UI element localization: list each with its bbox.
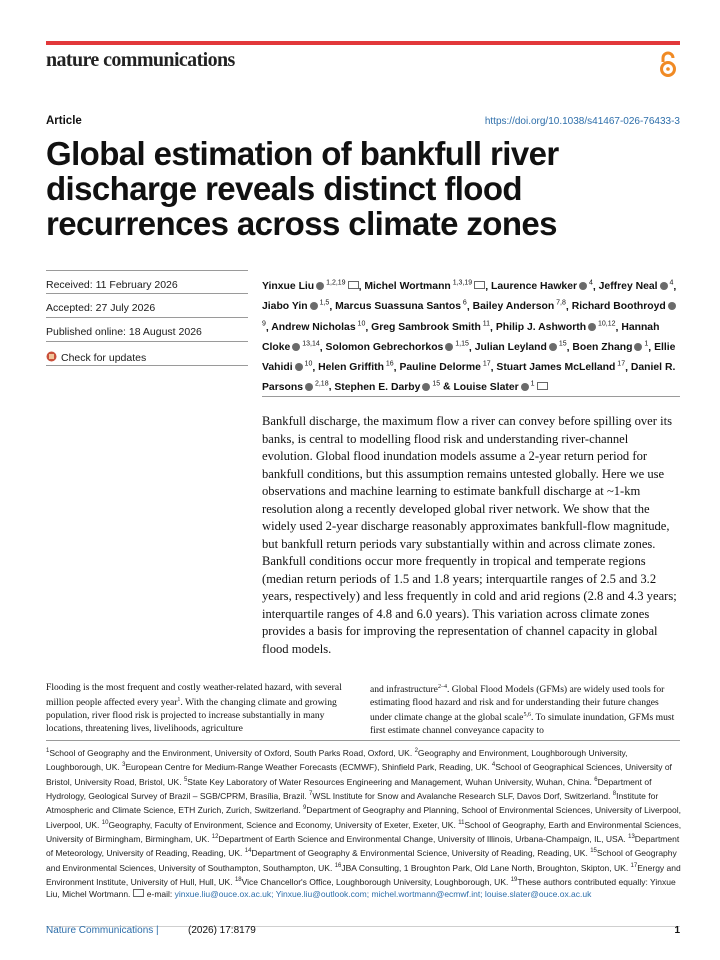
author-name: Solomon Gebrechorkos <box>325 342 444 354</box>
author[interactable] <box>453 382 547 393</box>
author[interactable] <box>318 362 394 373</box>
affiliation-number: 8 <box>612 790 617 797</box>
author-name: Hannah Cloke <box>262 322 660 354</box>
affiliation-text: Department of Geography and Planning, School of Environmental Sciences, University of Liverpool, Liverpool, UK. <box>46 805 682 830</box>
envelope-icon[interactable] <box>474 281 485 289</box>
author-affiliation-numbers: 7,8 <box>554 299 566 307</box>
author[interactable] <box>262 281 359 292</box>
affiliation-text: European Centre for Medium-Range Weather Forecasts (ECMWF), Shinfield Park, Reading, UK. <box>125 762 492 773</box>
author-affiliation-numbers: 10,12 <box>596 320 616 328</box>
author[interactable] <box>271 322 365 333</box>
author-affiliation-numbers: 10 <box>355 320 366 328</box>
citation-ref[interactable]: 1 <box>177 697 181 703</box>
body-col2-text: and infrastructure$^{2-4}$. Global Flood Models (GFMs) are widely used tools for estimating flood hazard and risk and for understanding their future changes under climate change at the global scale$^{5,6}$. To simulate inundation, GFMs must first estimate channel conveyance capacity to <box>370 684 675 737</box>
author-name: Jiabo Yin <box>262 301 308 313</box>
affiliation-text: Department of Meteorology, University of Reading, Reading, UK. <box>46 833 680 859</box>
author-affiliation-numbers: 17 <box>480 360 491 368</box>
affiliation-text: School of Geography, Earth and Environmental Sciences, University of Birmingham, Birmingham, UK. <box>46 819 682 844</box>
footer-separator: | <box>156 925 159 936</box>
accepted-date: Accepted: 27 July 2026 <box>46 294 248 318</box>
affiliation-text: Energy and Environment Institute, University of Hull, Hull, UK. <box>46 862 681 887</box>
affiliation-text: Geography and Environment, Loughborough University, Loughborough, UK. <box>46 747 628 773</box>
author-affiliation-numbers: 1,15 <box>453 340 469 348</box>
author[interactable] <box>572 342 648 353</box>
affiliation-text: School of Geography and Environmental Sciences, University of Southampton, Southampton, UK. <box>46 848 677 873</box>
author-affiliation-numbers: 1,3,19 <box>450 280 473 287</box>
affiliation-text: Institute for Atmospheric and Climate Science, ETH Zurich, Zurich, Switzerland. <box>46 790 659 816</box>
dates-box <box>46 270 248 366</box>
affiliation-number: 14 <box>244 848 252 855</box>
author-separator <box>262 396 680 397</box>
email-label: e-mail: <box>146 889 175 900</box>
affiliation-number: 9 <box>302 805 307 812</box>
affiliation-text: These authors contributed equally: Yinxue Liu, Michel Wortmann. <box>46 876 676 900</box>
author-name: Stephen E. Darby <box>334 381 421 393</box>
orcid-icon[interactable] <box>310 302 318 310</box>
author-affiliation-numbers: 11 <box>480 320 491 328</box>
author-affiliation-numbers: 4 <box>587 280 593 287</box>
article-type: Article <box>46 115 82 127</box>
author-affiliation-numbers: 17 <box>615 360 626 368</box>
author-name: Ellie Vahidi <box>262 342 676 373</box>
footer-journal-label: Nature Communications <box>46 925 154 936</box>
affiliation-text: Department of Earth Science and Environmental Change, University of Illinois, Urbana-Champaign, IL, USA. <box>218 833 629 844</box>
affiliation-text: Department of Geography & Environmental Science, University of Reading, Reading, UK. <box>251 848 591 859</box>
author[interactable] <box>599 281 674 292</box>
orcid-icon[interactable] <box>316 282 324 290</box>
body-text <box>46 681 680 737</box>
author-name: Julian Leyland <box>474 342 547 354</box>
affiliation-text: State Key Laboratory of Water Resources Engineering and Management, Wuhan University, Wuhan, China. <box>187 776 595 787</box>
author-name: Yinxue Liu <box>262 281 315 293</box>
author-name: Philip J. Ashworth <box>495 322 587 334</box>
author[interactable] <box>491 281 593 292</box>
author-name: Stuart James McLelland <box>496 361 616 373</box>
affiliations-rule <box>46 740 680 741</box>
author-affiliation-numbers: 9 <box>262 320 266 328</box>
author-list: Yinxue Liu $^{1,2,19}$ , Michel Wortmann $^{1,3,19}$ , Laurence Hawker $^4$, Jeffrey Neal $^4$, Jiabo Yin $^{1,5}$, Marcus Suassuna Santos $^6$, Bailey Anderson $^{7,8}$, Richard Boothroyd $^9$, Andrew Nicholas $^{10}$, Greg Sambrook Smith $^{11}$, Philip J. Ashworth $^{10,12}$, Hannah Cloke $^{13,14}$, Solomon Gebrechorkos $^{1,15}$, Julian Leyland $^{15}$, Boen Zhang $^1$, Ellie Vahidi $^{10}$, Helen Griffith $^{16}$, Pauline Delorme $^{17}$, Stuart James McLelland $^{17}$, Daniel R. Parsons $^{2,18}$, Stephen E. Darby $^{15}$ & Louise Slater $^1$ <box>262 280 677 393</box>
orcid-icon[interactable] <box>305 383 313 391</box>
author-affiliation-numbers: 1 <box>642 340 649 348</box>
affiliation-text: Vice Chancellor's Office, Loughborough University, Loughborough, UK. <box>241 876 511 887</box>
author-name: Michel Wortmann <box>364 281 451 293</box>
author-name: Pauline Delorme <box>399 361 481 373</box>
orcid-icon[interactable] <box>588 323 596 331</box>
affiliation-number: 10 <box>101 819 109 826</box>
author-affiliation-numbers: 1,2,19 <box>324 280 346 287</box>
author[interactable] <box>475 342 567 353</box>
author-name: Daniel R. Parsons <box>262 361 676 393</box>
affiliation-text: WSL Institute for Snow and Avalanche Research SLF, Davos Dorf, Switzerland. <box>312 790 613 801</box>
received-date: Received: 11 February 2026 <box>46 270 248 294</box>
author[interactable] <box>334 382 440 393</box>
author-name: Laurence Hawker <box>490 281 578 293</box>
affiliation-number: 1 <box>46 748 50 754</box>
body-column-2 <box>370 681 680 737</box>
affiliation-number: 5 <box>183 776 188 783</box>
author-name: Richard Boothroyd <box>571 301 666 313</box>
page-number: 1 <box>674 925 680 936</box>
check-for-updates-icon <box>46 351 57 365</box>
author[interactable] <box>371 322 490 333</box>
author-affiliation-numbers: 15 <box>430 380 441 388</box>
check-updates-label: Check for updates <box>61 351 147 364</box>
affiliation-number: 6 <box>594 776 598 783</box>
affiliation-text: JBA Consulting, 1 Broughton Park, Old Lane North, Broughton, Skipton, UK. <box>341 862 631 873</box>
article-title: Global estimation of bankfull river discharge reveals distinct flood recurrences across climate zones <box>46 135 559 242</box>
author-affiliation-numbers: 15 <box>556 340 567 348</box>
author[interactable] <box>326 342 469 353</box>
author[interactable] <box>364 281 485 292</box>
email-addresses[interactable]: yinxue.liu@ouce.ox.ac.uk; Yinxue.liu@outlook.com; michel.wortmann@ecmwf.int; louise.slater@ouce.ox.ac.uk <box>174 889 592 900</box>
affiliation-number: 2 <box>414 748 418 754</box>
abstract: Bankfull discharge, the maximum flow a river can convey before spilling over its banks, is central to modelling flood risk and understanding river-channel evolution. Global flood inundation models assume a 2-year return period for bankfull conditions, but this assumption remains untested globally. Here we use observations and machine learning to estimate bankfull discharge at ~1-km resolution along a recently developed global river network. We show that the widely used 2-year discharge reasonably approximates bankfull-flow magnitude, but bankfull return periods vary substantially within and across climate zones. Bankfull conditions occur more frequently in tropical and temperate regions (median return periods of 1.5 and 1.8 years; interquartile ranges of 2.5 and 3.2 years, respectively) and less frequently in cold and arid regions (2.8 and 4.3 years; interquartile ranges of 4.8 and 6.0 years). This variation across climate zones provides a basis for improving the representation of channel capacity in global flood models. <box>262 414 677 656</box>
check-updates-link[interactable] <box>46 342 248 366</box>
author-affiliation-numbers: 4 <box>667 280 674 287</box>
affiliation-number: 3 <box>122 762 126 769</box>
orcid-icon[interactable] <box>521 383 529 391</box>
orcid-icon[interactable] <box>579 282 587 290</box>
citation-ref[interactable]: 5,6 <box>523 712 531 719</box>
affiliation-text: School of Geographical Sciences, University of Bristol, University Road, Bristol, UK. <box>46 762 672 787</box>
author[interactable] <box>496 362 625 373</box>
affiliation-text: Geography, Faculty of Environment, Science and Economy, University of Exeter, Exeter, UK. <box>108 819 459 830</box>
affiliation-number: 15 <box>590 848 597 855</box>
header-rule <box>46 41 680 45</box>
envelope-icon <box>133 889 144 897</box>
author-name: Helen Griffith <box>318 361 384 373</box>
affiliation-number: 17 <box>630 862 638 869</box>
open-access-icon <box>658 51 678 84</box>
orcid-icon[interactable] <box>295 363 303 371</box>
author-affiliation-numbers: 13,14 <box>300 340 320 348</box>
affiliation-number: 7 <box>308 790 313 797</box>
author-affiliation-numbers: 10 <box>302 360 313 368</box>
affiliation-text: Department of Hydrology, Geological Survey of Brazil – SGB/CPRM, Brasília, Brazil. <box>46 776 652 801</box>
author[interactable] <box>399 362 490 373</box>
orcid-icon[interactable] <box>549 343 557 351</box>
body-col1-text: Flooding is the most frequent and costly weather-related hazard, with several million people affected every year$^1$. With the changing climate and growing population, river flood risk is projected to increase substantially in many locations, threatening lives, livelihoods, agriculture <box>46 682 342 735</box>
author-name: Bailey Anderson <box>472 301 555 313</box>
affiliation-number: 11 <box>458 819 465 826</box>
affiliation-number: 19 <box>510 876 518 883</box>
affiliation-number: 12 <box>211 833 219 840</box>
affiliation-text: School of Geography and the Environment, University of Oxford, South Parks Road, Oxford, UK. <box>49 747 415 758</box>
envelope-icon[interactable] <box>348 281 359 289</box>
author-name: Greg Sambrook Smith <box>371 322 481 334</box>
author-affiliation-numbers: 1 <box>528 380 535 388</box>
affiliation-number: 18 <box>234 876 242 883</box>
orcid-icon[interactable] <box>660 282 668 290</box>
author[interactable] <box>262 301 329 312</box>
author-name: Marcus Suassuna Santos <box>335 301 461 313</box>
orcid-icon[interactable] <box>668 302 676 310</box>
citation-ref[interactable]: 2–4 <box>437 684 447 690</box>
affiliation-number: 13 <box>628 833 635 840</box>
journal-name: nature communications <box>46 49 235 71</box>
author[interactable] <box>496 322 616 333</box>
author-name: Louise Slater <box>453 381 519 393</box>
author[interactable] <box>335 301 467 312</box>
doi-link[interactable]: https://doi.org/10.1038/s41467-026-76433-3 <box>484 116 680 127</box>
affiliation-number: 4 <box>491 762 496 769</box>
author-affiliation-numbers: 2,18 <box>313 380 329 388</box>
author-name: Andrew Nicholas <box>271 322 356 334</box>
envelope-icon[interactable] <box>537 382 548 390</box>
author-name: Jeffrey Neal <box>598 281 658 293</box>
author-affiliation-numbers: 6 <box>460 299 467 307</box>
affiliations <box>46 745 686 901</box>
footer-citation: (2026) 17:8179 <box>188 925 256 936</box>
footer-journal[interactable] <box>46 925 159 936</box>
author[interactable] <box>473 301 566 312</box>
affiliation-number: 16 <box>334 862 342 869</box>
author-name: Boen Zhang <box>572 342 633 354</box>
body-column-1 <box>46 681 356 737</box>
published-date: Published online: 18 August 2026 <box>46 318 248 342</box>
author-affiliation-numbers: 16 <box>383 360 394 368</box>
author-affiliation-numbers: 1,5 <box>317 299 330 307</box>
